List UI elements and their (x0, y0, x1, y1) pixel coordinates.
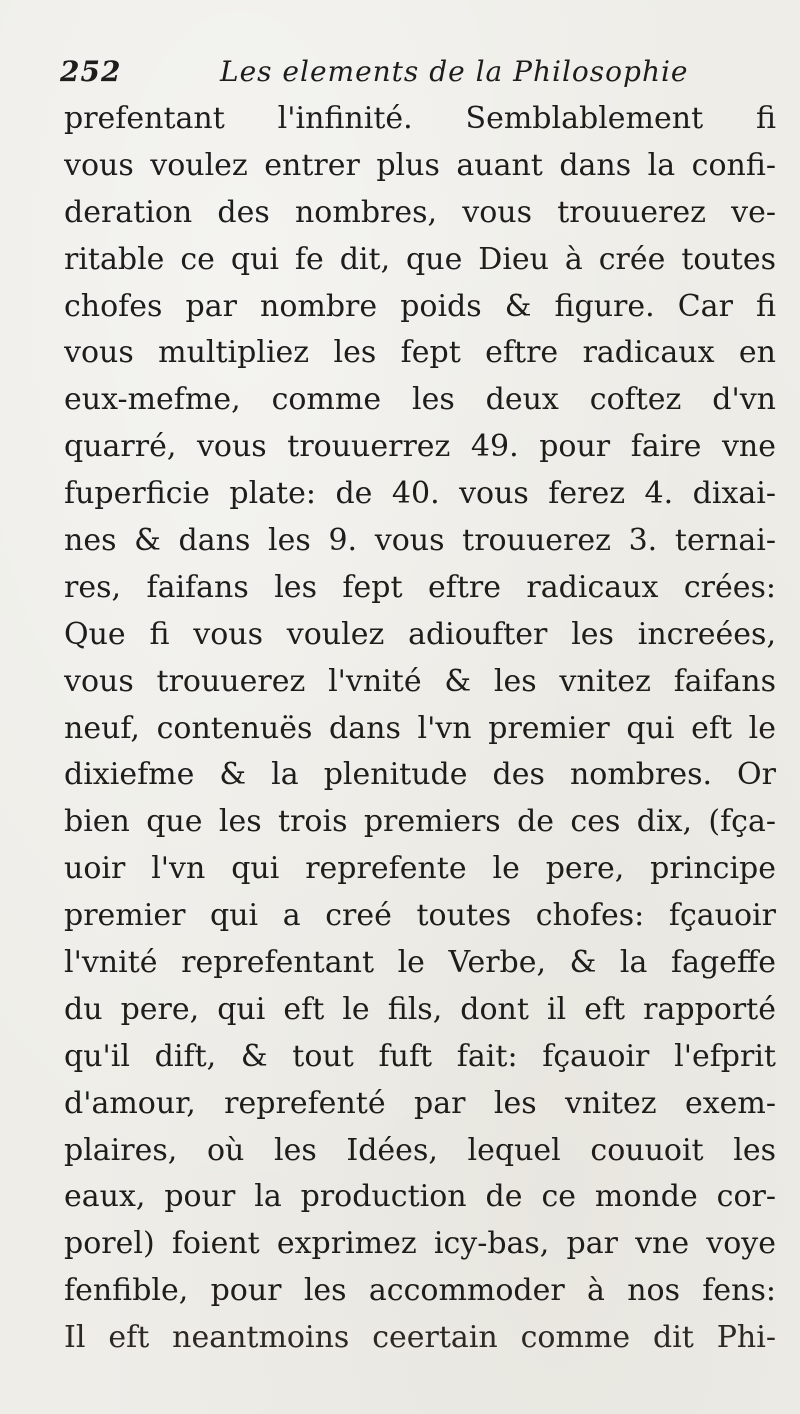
text-line: vous voulez entrer plus auant dans la confi- (64, 147, 776, 183)
text-line: Il eft neantmoins ceertain comme dit Phi- (64, 1320, 776, 1356)
text-line: uoir l'vn qui reprefente le pere, principe (64, 851, 776, 887)
body-text (64, 96, 776, 1362)
text-line: nes & dans les 9. vous trouuerez 3. ternai- (64, 523, 776, 559)
text-line: eaux, pour la production de ce monde cor- (64, 1179, 776, 1215)
running-head-title: Les elements de la Philosophie (220, 55, 689, 88)
text-line: qu'il dift, & tout fuft fait: fçauoir l'efprit (64, 1038, 776, 1074)
text-line: chofes par nombre poids & figure. Car fi (64, 288, 776, 324)
text-line: l'vnité reprefentant le Verbe, & la fageffe (64, 945, 776, 981)
text-line: plaires, où les Idées, lequel couuoit les (64, 1132, 776, 1168)
text-line: ritable ce qui fe dit, que Dieu à crée toutes (64, 241, 776, 277)
text-line: eux-mefme, comme les deux coftez d'vn (64, 382, 776, 418)
text-line: d'amour, reprefenté par les vnitez exem- (64, 1085, 776, 1121)
text-line: porel) foient exprimez icy-bas, par vne voye (64, 1226, 776, 1262)
text-line: dixiefme & la plenitude des nombres. Or (64, 757, 776, 793)
text-line: fuperficie plate: de 40. vous ferez 4. dixai- (64, 476, 776, 512)
text-line: res, faifans les fept eftre radicaux crées: (64, 569, 776, 605)
text-line: vous trouuerez l'vnité & les vnitez faifans (64, 663, 776, 699)
text-line: quarré, vous trouuerrez 49. pour faire vne (64, 429, 776, 465)
text-line: bien que les trois premiers de ces dix, (fça- (64, 804, 776, 840)
text-line: prefentant l'infinité. Semblablement fi (64, 101, 776, 136)
text-line: premier qui a creé toutes chofes: fçauoir (64, 898, 776, 934)
text-line: vous multipliez les fept eftre radicaux en (64, 335, 776, 371)
text-line: neuf, contenuës dans l'vn premier qui eft le (64, 710, 776, 746)
text-line: Que fi vous voulez adioufter les increées, (64, 616, 776, 652)
text-line: du pere, qui eft le fils, dont il eft rapporté (64, 991, 776, 1027)
text-line: deration des nombres, vous trouuerez ve- (64, 194, 776, 230)
text-line: fenfible, pour les accommoder à nos fens: (64, 1273, 776, 1309)
running-head (60, 52, 760, 92)
page-number: 252 (60, 55, 122, 88)
